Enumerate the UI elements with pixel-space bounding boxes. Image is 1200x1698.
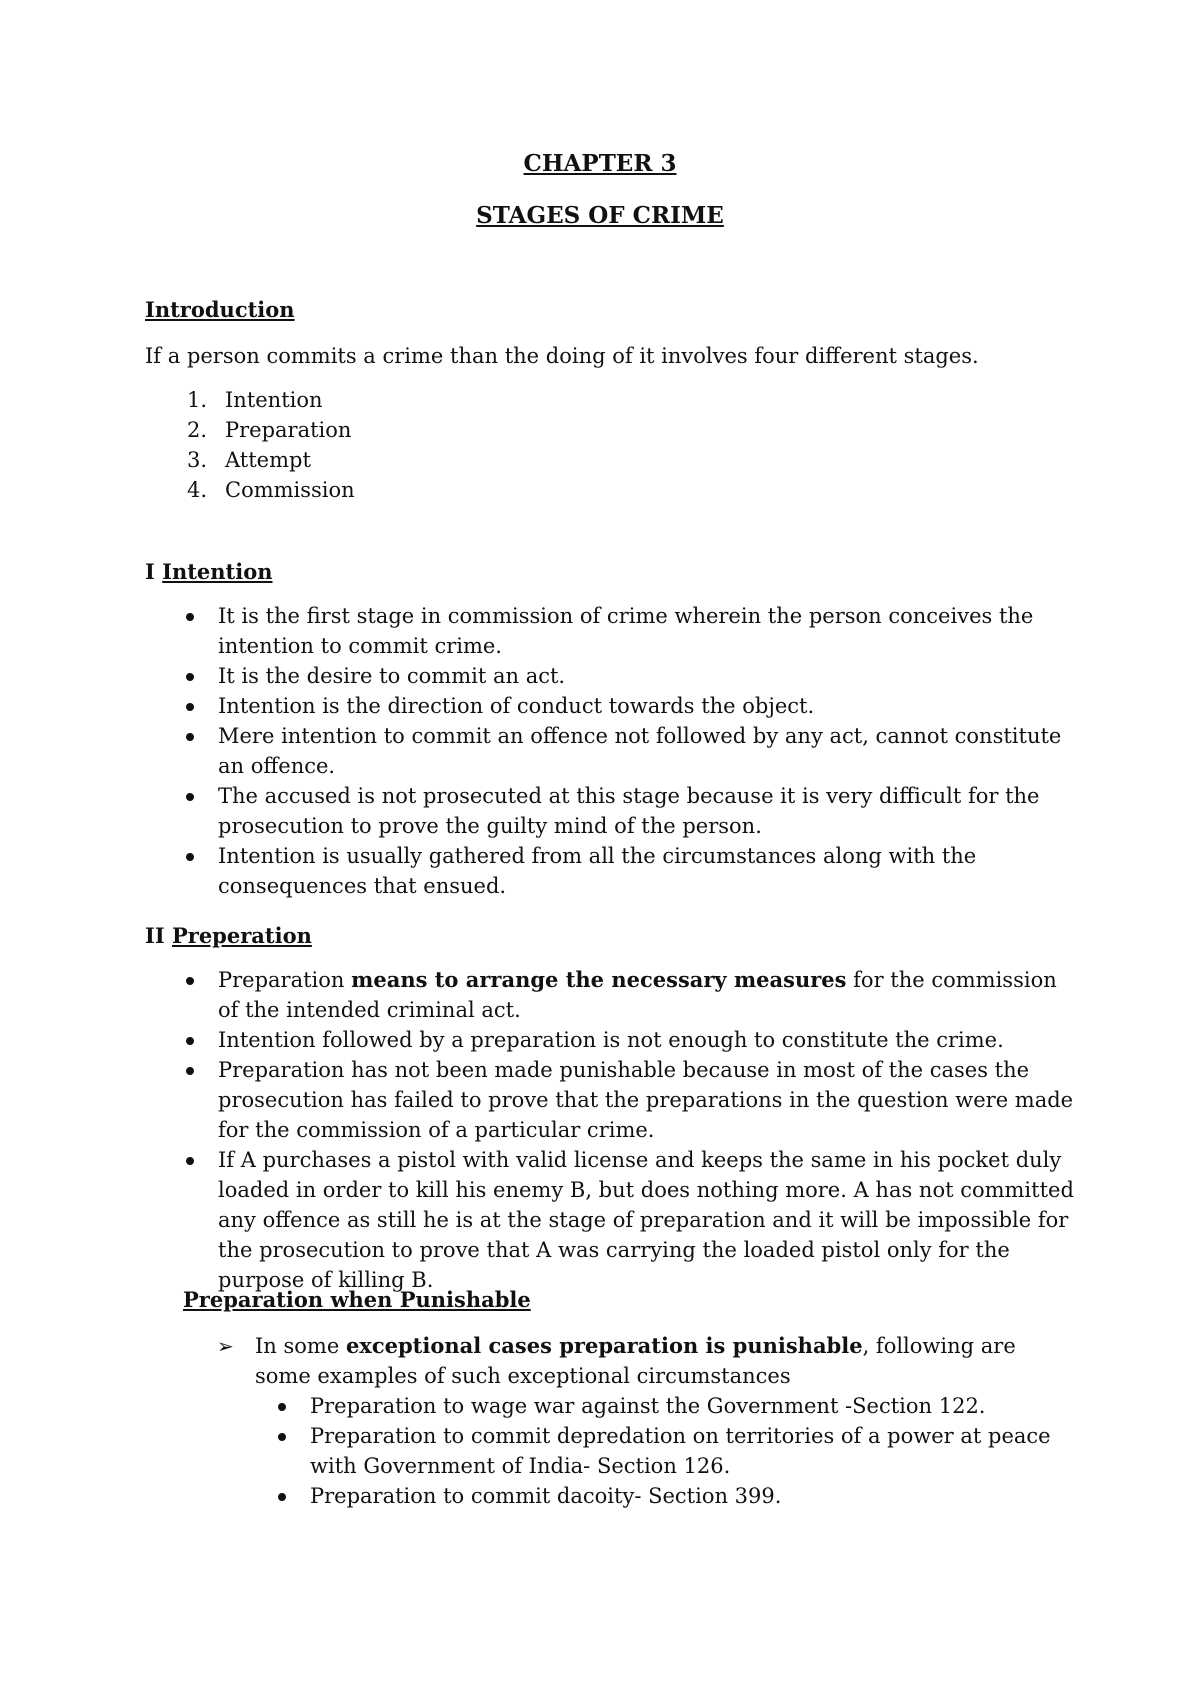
list-item: Mere intention to commit an offence not followed by any act, cannot constitute an offence. <box>145 721 1075 781</box>
bullet-icon <box>186 977 194 985</box>
list-item: The accused is not prosecuted at this stage because it is very difficult for the prosecution to prove the guilty mind of the person. <box>145 781 1075 841</box>
bullet-icon <box>186 1157 194 1165</box>
list-item: 4. Commission <box>187 478 355 502</box>
list-item: Preparation has not been made punishable because in most of the cases the prosecution has failed to prove that the preparations in the question were made for the commission of a particular crime. <box>145 1055 1075 1145</box>
list-item: Intention is usually gathered from all the circumstances along with the consequences that ensued. <box>145 841 1075 901</box>
chapter-title: STAGES OF CRIME <box>476 202 724 229</box>
list-item: Preparation means to arrange the necessary measures for the commission of the intended criminal act. <box>145 965 1075 1025</box>
bullet-icon <box>186 613 194 621</box>
chapter-number: CHAPTER 3 <box>523 150 677 177</box>
list-item: It is the first stage in commission of crime wherein the person conceives the intention to commit crime. <box>145 601 1075 661</box>
list-item: Preparation to wage war against the Government -Section 122. <box>145 1391 1075 1421</box>
bullet-icon <box>186 1037 194 1045</box>
introduction-text: If a person commits a crime than the doing of it involves four different stages. <box>145 344 979 368</box>
arrow-bullet-icon: ➢ <box>217 1334 234 1358</box>
introduction-heading: Introduction <box>145 297 295 322</box>
bullet-icon <box>278 1403 286 1411</box>
list-item: Preparation to commit depredation on territories of a power at peace with Government of India- Section 126. <box>145 1421 1075 1481</box>
list-item: Preparation to commit dacoity- Section 399. <box>145 1481 1075 1511</box>
punishable-examples <box>145 1391 1075 1511</box>
bullet-icon <box>186 673 194 681</box>
bullet-icon <box>186 793 194 801</box>
stages-list <box>145 385 355 505</box>
intention-heading: I Intention <box>145 559 273 584</box>
list-item: 2. Preparation <box>187 418 352 442</box>
preparation-heading: II Preperation <box>145 923 312 948</box>
list-item: If A purchases a pistol with valid license and keeps the same in his pocket duly loaded in order to kill his enemy B, but does nothing more. A has not committed any offence as still he is at the stage of preparation and it will be impossible for the prosecution to prove that A was carrying the loaded pistol only for the purpose of killing B. <box>145 1145 1075 1295</box>
list-item: It is the desire to commit an act. <box>145 661 1075 691</box>
punishable-heading: Preparation when Punishable <box>183 1287 531 1312</box>
list-item: 3. Attempt <box>187 448 311 472</box>
list-item: Intention is the direction of conduct towards the object. <box>145 691 1075 721</box>
bullet-icon <box>186 1067 194 1075</box>
bullet-icon <box>278 1433 286 1441</box>
preparation-bullets <box>145 965 1075 1295</box>
punishable-arrow-item: ➢ In some exceptional cases preparation is punishable, following are some examples of such exceptional circumstances <box>217 1333 1016 1388</box>
bullet-icon <box>278 1493 286 1501</box>
bullet-icon <box>186 733 194 741</box>
bullet-icon <box>186 703 194 711</box>
intention-bullets <box>145 601 1075 901</box>
list-item: 1. Intention <box>187 388 323 412</box>
list-item: Intention followed by a preparation is not enough to constitute the crime. <box>145 1025 1075 1055</box>
bullet-icon <box>186 853 194 861</box>
